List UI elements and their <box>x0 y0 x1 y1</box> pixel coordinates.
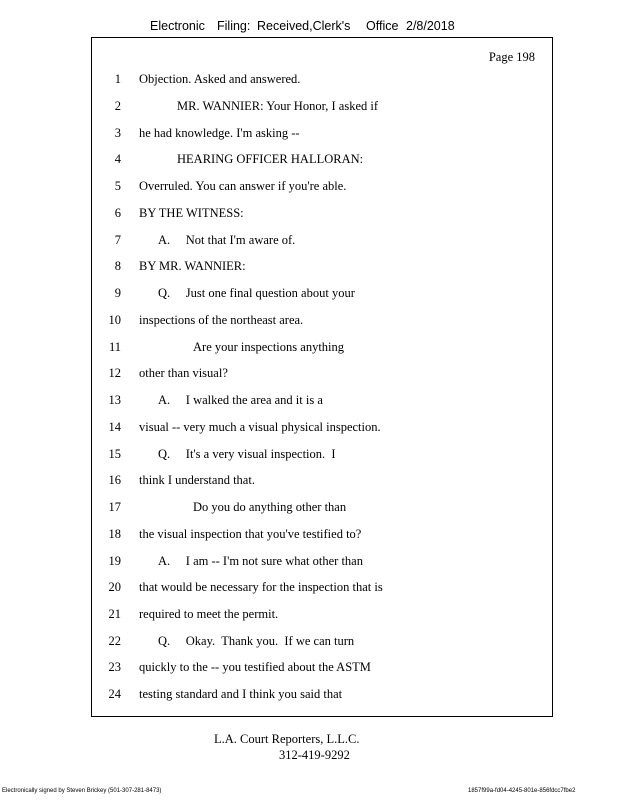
transcript-line <box>0 206 618 224</box>
line-text: that would be necessary for the inspection that is <box>139 580 383 594</box>
line-text: Do you do anything other than <box>193 500 347 514</box>
electronic-signature-note: Electronically signed by Steven Brickey (501-307-281-8473) <box>2 788 162 794</box>
line-text: HEARING OFFICER HALLORAN: <box>177 152 364 166</box>
line-text: Objection. Asked and answered. <box>139 72 301 86</box>
line-number: 17 <box>108 500 121 514</box>
line-text: BY MR. WANNIER: <box>139 259 246 273</box>
line-text: he had knowledge. I'm asking -- <box>139 126 300 140</box>
transcript-line <box>0 420 618 438</box>
reporter-name: L.A. Court Reporters, L.L.C. <box>214 732 360 746</box>
filing-header-word: Office <box>366 19 399 33</box>
transcript-line <box>0 366 618 384</box>
line-text: Overruled. You can answer if you're able. <box>139 179 347 193</box>
line-text: Q. Just one final question about your <box>158 286 355 300</box>
line-text: other than visual? <box>139 366 228 380</box>
line-number: 14 <box>108 420 121 434</box>
transcript-line <box>0 259 618 277</box>
line-text: required to meet the permit. <box>139 607 279 621</box>
line-number: 23 <box>108 660 121 674</box>
line-number: 18 <box>108 527 121 541</box>
line-text: quickly to the -- you testified about the ASTM <box>139 660 371 674</box>
transcript-line <box>0 580 618 598</box>
transcript-line <box>0 340 618 358</box>
transcript-line <box>0 179 618 197</box>
transcript-line <box>0 634 618 652</box>
filing-header-word: Electronic <box>150 19 205 33</box>
transcript-line <box>0 286 618 304</box>
line-text: MR. WANNIER: Your Honor, I asked if <box>177 99 379 113</box>
line-number: 10 <box>108 313 121 327</box>
transcript-line <box>0 126 618 144</box>
line-number: 5 <box>114 179 121 193</box>
line-number: 2 <box>114 99 121 113</box>
line-text: A. Not that I'm aware of. <box>158 233 296 247</box>
filing-header-word: Received,Clerk's <box>257 19 351 33</box>
line-text: think I understand that. <box>139 473 255 487</box>
line-number: 8 <box>114 259 121 273</box>
line-number: 4 <box>114 152 121 166</box>
line-number: 1 <box>114 72 121 86</box>
line-text: BY THE WITNESS: <box>139 206 244 220</box>
line-number: 6 <box>114 206 121 220</box>
transcript-line <box>0 607 618 625</box>
line-text: A. I am -- I'm not sure what other than <box>158 554 363 568</box>
transcript-line <box>0 660 618 678</box>
line-number: 20 <box>108 580 121 594</box>
transcript-line <box>0 233 618 251</box>
line-number: 21 <box>108 607 121 621</box>
line-number: 3 <box>114 126 121 140</box>
transcript-line <box>0 687 618 705</box>
line-number: 16 <box>108 473 121 487</box>
transcript-line <box>0 473 618 491</box>
line-number: 19 <box>108 554 121 568</box>
filing-header <box>0 19 618 35</box>
transcript-line <box>0 527 618 545</box>
transcript-line <box>0 152 618 170</box>
line-number: 22 <box>108 634 121 648</box>
transcript-line <box>0 393 618 411</box>
line-text: the visual inspection that you've testified to? <box>139 527 362 541</box>
line-text: A. I walked the area and it is a <box>158 393 323 407</box>
document-id: 1857f99a-fd04-4245-801e-856fdcc7fbe2 <box>468 788 576 794</box>
transcript-line <box>0 72 618 90</box>
transcript-line <box>0 554 618 572</box>
transcript-line <box>0 313 618 331</box>
transcript-line <box>0 447 618 465</box>
line-number: 7 <box>114 233 121 247</box>
transcript-line <box>0 99 618 117</box>
line-text: Q. Okay. Thank you. If we can turn <box>158 634 355 648</box>
line-number: 12 <box>108 366 121 380</box>
line-number: 11 <box>108 340 121 354</box>
reporter-phone: 312-419-9292 <box>279 748 350 762</box>
line-number: 13 <box>108 393 121 407</box>
line-number: 24 <box>108 687 121 701</box>
filing-header-word: Filing: <box>217 19 251 33</box>
line-text: testing standard and I think you said that <box>139 687 343 701</box>
line-text: visual -- very much a visual physical inspection. <box>139 420 381 434</box>
filing-date: 2/8/2018 <box>406 19 455 33</box>
line-text: inspections of the northeast area. <box>139 313 304 327</box>
line-text: Q. It's a very visual inspection. I <box>158 447 336 461</box>
transcript-line <box>0 500 618 518</box>
line-number: 9 <box>114 286 121 300</box>
line-text: Are your inspections anything <box>193 340 345 354</box>
page-number: Page 198 <box>488 50 535 64</box>
line-number: 15 <box>108 447 121 461</box>
